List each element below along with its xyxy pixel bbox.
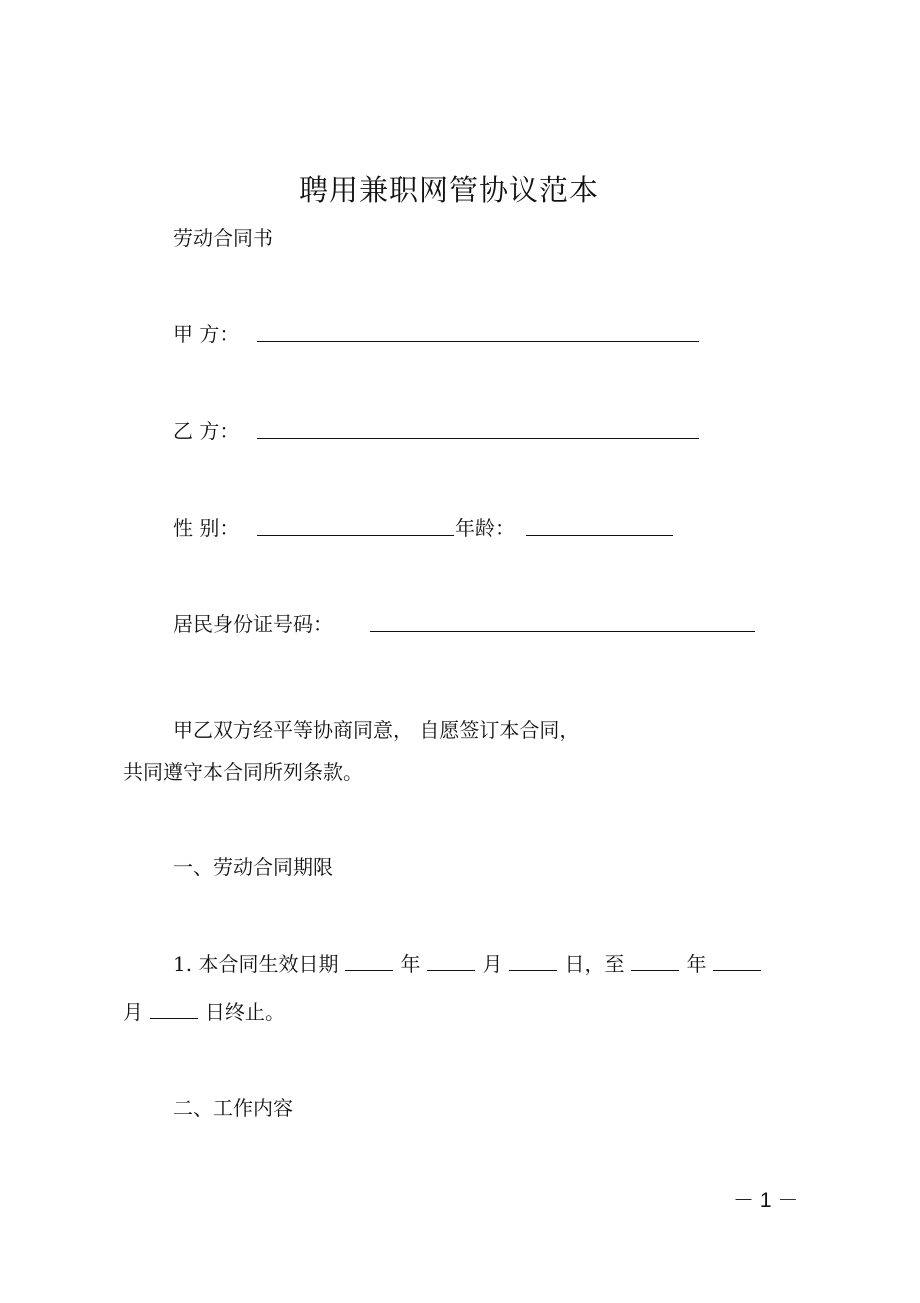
intro-line-2: 共同遵守本合同所列条款。 [123, 760, 363, 784]
clause-1-line-2 [123, 998, 285, 1024]
start-year-blank[interactable] [345, 950, 393, 971]
age-blank[interactable] [526, 535, 673, 536]
party-a-blank[interactable] [257, 341, 699, 342]
end-year-blank[interactable] [631, 950, 679, 971]
start-year-label: 年 [400, 952, 421, 976]
id-number-blank[interactable] [370, 631, 755, 632]
start-day-label: 日，至 [564, 952, 625, 976]
page-number: － 1 － [733, 1189, 799, 1212]
start-day-blank[interactable] [509, 950, 557, 971]
end-day-label: 日终止。 [205, 1000, 285, 1024]
gender-blank[interactable] [257, 535, 454, 536]
section-1-heading: 一、劳动合同期限 [173, 855, 333, 879]
section-2-heading: 二、工作内容 [173, 1096, 293, 1120]
party-b-blank[interactable] [257, 438, 699, 439]
end-day-blank[interactable] [150, 998, 198, 1019]
age-label: 年龄： [455, 516, 515, 540]
clause-1-prefix: 1. 本合同生效日期 [173, 952, 339, 976]
end-month-blank[interactable] [713, 950, 761, 971]
end-year-label: 年 [686, 952, 707, 976]
end-month-label: 月 [123, 1000, 143, 1024]
document-subtitle: 劳动合同书 [173, 226, 273, 250]
document-title: 聘用兼职网管协议范本 [298, 173, 599, 207]
party-b-label: 乙 方： [173, 419, 240, 443]
gender-label: 性 别： [173, 516, 240, 540]
party-a-label: 甲 方： [173, 322, 240, 346]
clause-1-line-1 [173, 950, 768, 976]
id-number-label: 居民身份证号码： [173, 612, 333, 636]
start-month-label: 月 [482, 952, 503, 976]
intro-line-1: 甲乙双方经平等协商同意， 自愿签订本合同， [173, 718, 580, 742]
start-month-blank[interactable] [427, 950, 475, 971]
